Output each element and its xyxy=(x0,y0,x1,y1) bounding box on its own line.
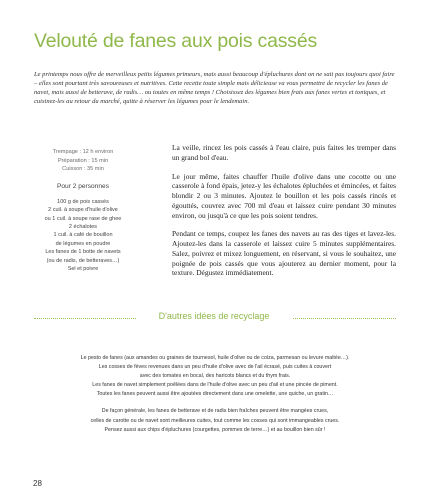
method-step: Le jour même, faites chauffer l'huile d'olive dans une cocotte ou une casserole à fond épais, jetez-y les échalotes épluchées et émincées, et faites blondir 2 ou 3 minutes. Ajoutez le bouillon et les pois cassés rincés et égouttés, couvrez avec 700 ml d'eau et laissez cuire pendant 30 minutes environ, ou jusqu'à ce que les pois soient tendres. xyxy=(172,171,396,220)
tip-line: De façon générale, les fanes de betterave et de radis bien fraîches peuvent être mangées crues, xyxy=(101,408,329,415)
page-number: 28 xyxy=(33,479,42,488)
tip-line: Toutes les fanes peuvent aussi être ajoutées directement dans une omelette, une quiche, un gratin… xyxy=(96,391,334,398)
method-step: Pendant ce temps, coupez les fanes des navets au ras des tiges et lavez-les. Ajoutez-les dans la casserole et laissez cuire 5 minutes supplémentaires. Salez, poivrez et mixez longuement, en réservant, si vous le souhaitez, une poignée de pois cassés que vous ajouterez au dernier moment, pour la texture. Dégustez immédiatement. xyxy=(172,229,396,278)
ingredient-item: 2 échalotes xyxy=(68,224,98,230)
recipe-times xyxy=(28,148,138,174)
ingredient-item: 1 cuil. à café de bouillon xyxy=(53,232,113,239)
ingredient-item: (ou de radis, de betteraves…) xyxy=(46,257,120,264)
intro-paragraph: Le printemps nous offre de merveilleux petits légumes primeurs, mais aussi beaucoup d'épluchures dont on ne sait pas toujours quoi faire – elles sont pourtant très savoureuses et nutritives. Cette recette toute simple mais délicieuse va vous permettre de recycler les fanes de navet, mais aussi de betterave, de radis… ou toutes en même temps ! Choisissez des légumes bien frais aux fanes vertes et toniques, et cuisinez-les au retour du marché, quitte à réserver les légumes pour le lendemain. xyxy=(34,71,395,106)
soaking-time: Trempage : 12 h environ xyxy=(52,149,114,155)
ingredient-item: de légumes en poudre xyxy=(55,240,111,247)
recipe-intro xyxy=(34,70,396,106)
ingredient-item: Les fanes de 1 botte de navets xyxy=(45,249,121,256)
tip-line: Les cosses de fèves revenues dans un peu d'huile d'olive avec de l'ail écrasé, puis cuites à couvert xyxy=(98,364,332,371)
section-divider-left xyxy=(34,318,136,319)
recipe-sidebar xyxy=(28,148,138,273)
recipe-method xyxy=(172,143,396,287)
tip-line: celles de carotte ou de navet sont meilleures cuites, tout comme les cosses qui sont immangeables crues. xyxy=(90,417,340,424)
section-divider-right xyxy=(293,318,396,319)
ingredient-item: ou 1 cuil. à soupe rase de ghee xyxy=(44,215,122,222)
ingredient-list xyxy=(28,198,138,274)
ingredient-item: 2 cuil. à soupe d'huile d'olive xyxy=(48,207,118,214)
recycling-tips xyxy=(34,354,396,443)
ingredient-item: Sel et poivre xyxy=(67,266,99,273)
tips-paragraph xyxy=(34,407,396,434)
cooking-time: Cuisson : 35 min xyxy=(62,166,104,173)
method-step: La veille, rincez les pois cassés à l'eau claire, puis faites les tremper dans un grand bol d'eau. xyxy=(172,143,396,162)
tip-line: Le pesto de fanes (aux amandes ou graines de tournesol, huile d'olive ou de colza, parmesan ou levure maltée…). xyxy=(80,355,350,361)
tips-paragraph xyxy=(34,354,396,399)
tip-line: Les fanes de navet simplement poêlées dans de l'huile d'olive avec un peu d'ail et une pincée de piment. xyxy=(92,382,338,389)
servings: Pour 2 personnes xyxy=(56,182,110,190)
ingredient-item: 100 g de pois cassés xyxy=(57,198,109,205)
tip-line: avec des tomates en bocal, des haricots blancs et du thym frais. xyxy=(139,373,291,380)
tip-line: Pensez aussi aux chips d'épluchures (courgettes, pommes de terre…) et au bouillon bien sûr ! xyxy=(104,426,326,433)
section-title: D'autres idées de recyclage xyxy=(158,311,270,321)
recipe-title: Velouté de fanes aux pois cassés xyxy=(34,30,318,52)
preparation-time: Préparation : 15 min xyxy=(57,157,109,164)
